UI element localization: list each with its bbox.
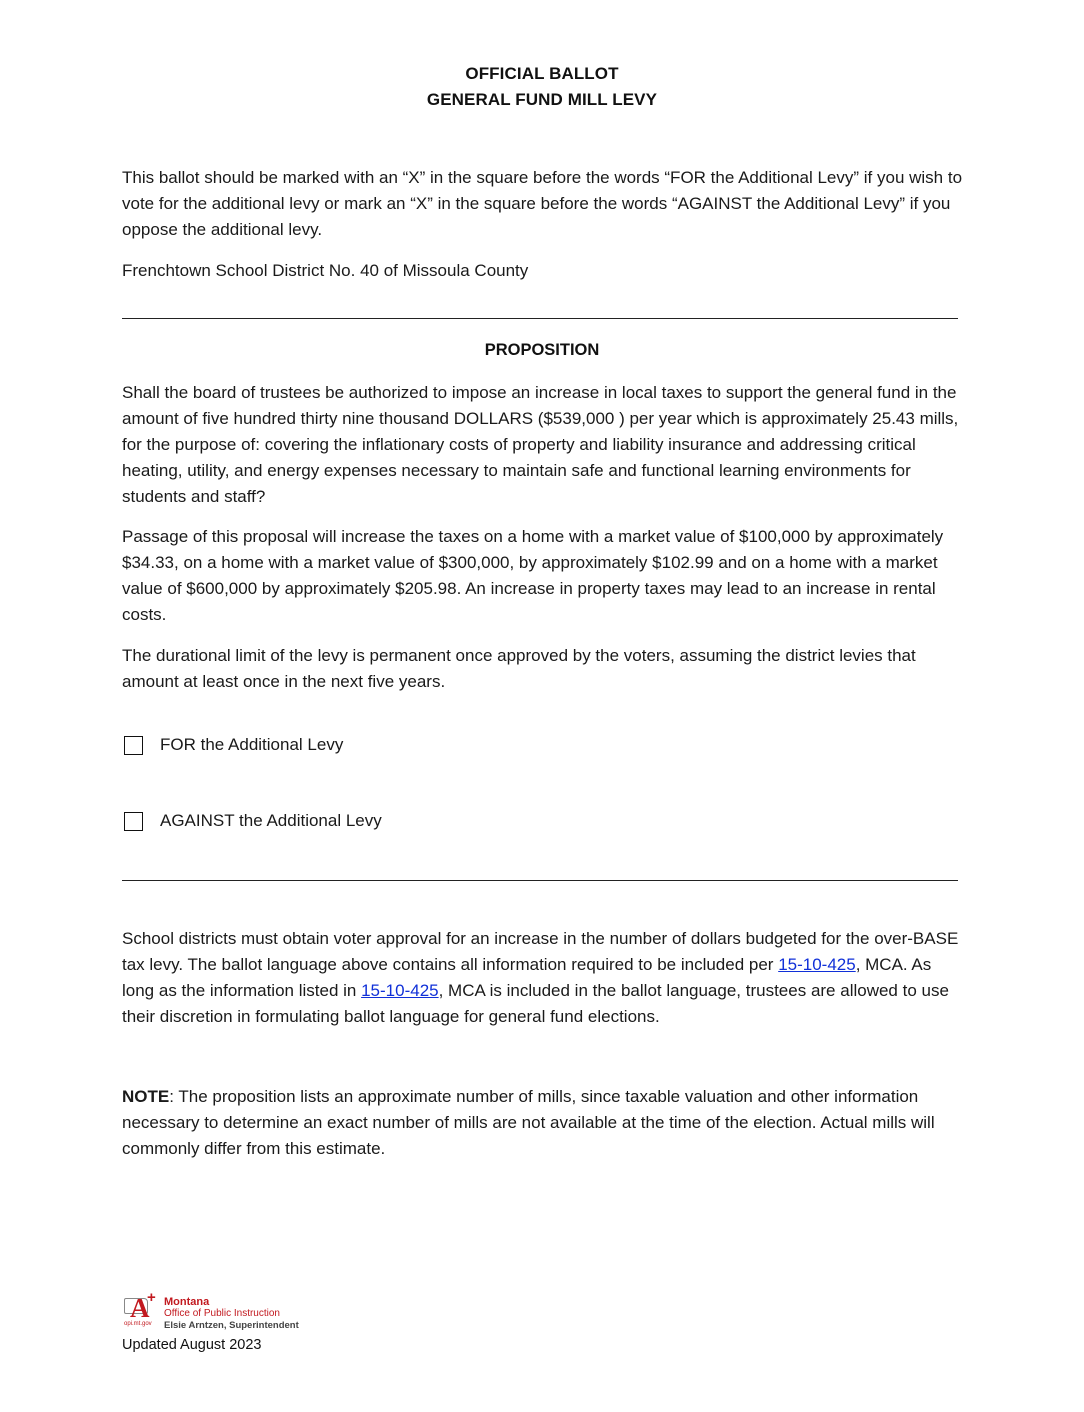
- guidance-text-1: School districts must obtain voter approval for an increase in the number of dollars budgeted for the over-BASE tax levy. The ballot language above contains all information required to be included per: [122, 929, 959, 974]
- divider-top: [122, 318, 958, 319]
- logo-superintendent: Elsie Arntzen, Superintendent: [164, 1320, 299, 1331]
- choice-for-label: FOR the Additional Levy: [160, 735, 344, 754]
- a-plus-icon: A: [130, 1293, 150, 1323]
- checkbox-against[interactable]: [124, 812, 143, 831]
- proposition-duration: The durational limit of the levy is permanent once approved by the voters, assuming the district levies that amount at least once in the next five years.: [122, 646, 916, 691]
- statute-link-2[interactable]: 15-10-425: [361, 981, 439, 1000]
- note-text: : The proposition lists an approximate number of mills, since taxable valuation and other information necessary to determine an exact number of mills are not available at the time of the election. Actual mills will commonly differ from this estimate.: [122, 1087, 935, 1158]
- divider-bottom: [122, 880, 958, 881]
- choice-against[interactable]: [124, 811, 382, 831]
- opi-logo: [124, 1289, 324, 1336]
- statute-link-1[interactable]: 15-10-425: [778, 955, 856, 974]
- plus-icon: +: [147, 1289, 156, 1306]
- proposition-heading: PROPOSITION: [484, 341, 600, 359]
- updated-date: Updated August 2023: [122, 1337, 262, 1353]
- logo-url: opi.mt.gov: [124, 1321, 152, 1327]
- proposition-tax-impact: Passage of this proposal will increase the taxes on a home with a market value of $100,000 by approximately $34.33, on a home with a market value of $300,000, by approximately $102.99 and on a home with a market value of $600,000 by approximately $205.98. An increase in property taxes may lead to an increase in rental costs.: [122, 527, 944, 624]
- district-name: Frenchtown School District No. 40 of Missoula County: [122, 261, 529, 280]
- logo-state: Montana: [164, 1296, 210, 1308]
- proposition-question: Shall the board of trustees be authorized to impose an increase in local taxes to support the general fund in the amount of five hundred thirty nine thousand DOLLARS ($539,000 ) per year which is approximately 25.43 mills, for the purpose of: covering the inflationary costs of property and liability insurance and addressing critical heating, utility, and energy expenses necessary to maintain safe and functional learning environments for students and staff?: [122, 383, 959, 506]
- ballot-subtitle: GENERAL FUND MILL LEVY: [426, 90, 658, 109]
- choice-for[interactable]: [124, 735, 343, 755]
- note-paragraph: [122, 1084, 967, 1162]
- guidance-text-2: , MCA. As long as the information listed in: [122, 955, 932, 1000]
- instructions-paragraph: This ballot should be marked with an “X” in the square before the words “FOR the Additional Levy” if you wish to vote for the additional levy or mark an “X” in the square before the words “AGAINST the Additional Levy” if you oppose the additional levy.: [122, 168, 963, 239]
- note-label: NOTE: [122, 1087, 170, 1106]
- guidance-paragraph: [122, 926, 967, 1030]
- choice-against-label: AGAINST the Additional Levy: [160, 811, 382, 830]
- checkbox-for[interactable]: [124, 736, 143, 755]
- ballot-title: OFFICIAL BALLOT: [465, 64, 619, 83]
- logo-office: Office of Public Instruction: [164, 1308, 280, 1319]
- guidance-text-3: , MCA is included in the ballot language, trustees are allowed to use their discretion in formulating ballot language for general fund elections.: [122, 981, 949, 1026]
